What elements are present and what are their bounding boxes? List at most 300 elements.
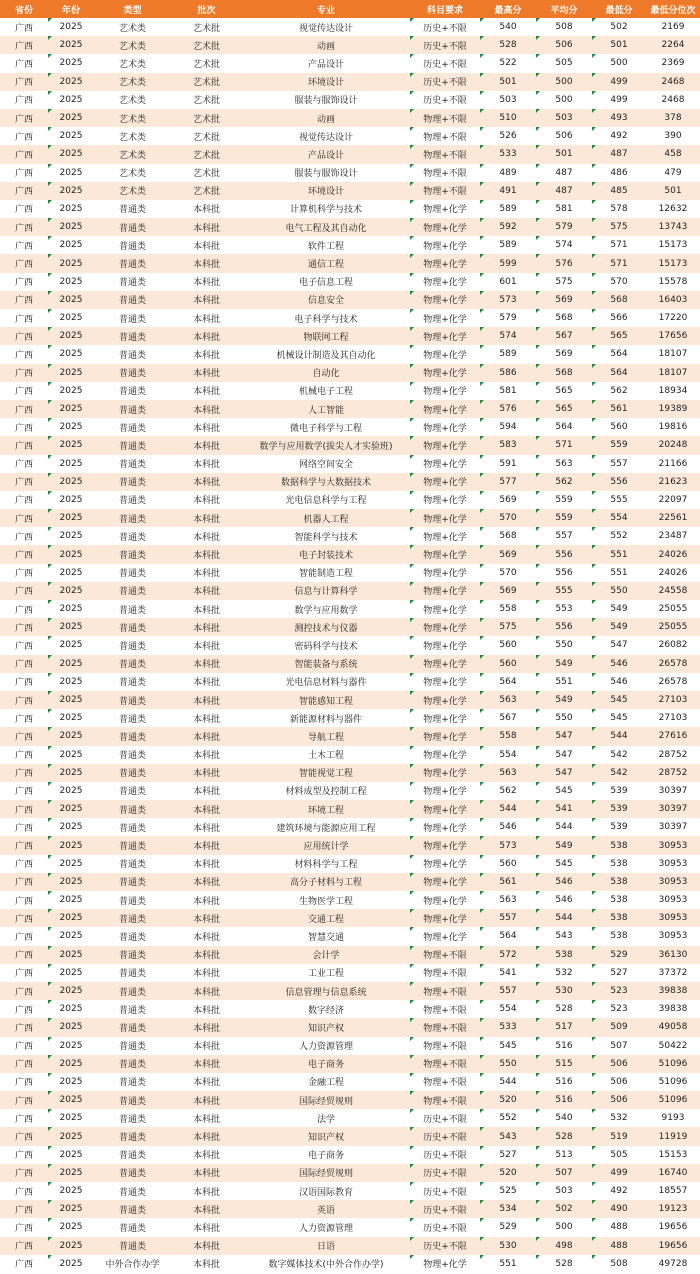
cell-min-score: 546 — [592, 673, 646, 691]
table-row — [0, 1037, 700, 1055]
cell-year: 2025 — [48, 1218, 94, 1236]
cell-subject-requirement: 物理+化学 — [410, 273, 480, 291]
cell-year: 2025 — [48, 1073, 94, 1091]
table-row — [0, 818, 700, 836]
cell-max-score: 552 — [480, 1109, 536, 1127]
table-row — [0, 473, 700, 491]
cell-batch: 艺术批 — [171, 182, 242, 200]
cell-max-score: 530 — [480, 1237, 536, 1255]
cell-avg-score: 546 — [536, 891, 592, 909]
cell-avg-score: 556 — [536, 564, 592, 582]
cell-year: 2025 — [48, 418, 94, 436]
cell-subject-requirement: 历史+不限 — [410, 73, 480, 91]
table-row — [0, 254, 700, 272]
cell-avg-score: 487 — [536, 182, 592, 200]
cell-avg-score: 551 — [536, 673, 592, 691]
cell-subject-requirement: 历史+不限 — [410, 1237, 480, 1255]
cell-major: 汉语国际教育 — [242, 1182, 410, 1200]
cell-province: 广西 — [0, 273, 48, 291]
cell-min-rank: 30953 — [646, 909, 700, 927]
cell-type: 普通类 — [94, 1146, 171, 1164]
cell-province: 广西 — [0, 364, 48, 382]
cell-subject-requirement: 物理+化学 — [410, 545, 480, 563]
cell-year: 2025 — [48, 345, 94, 363]
cell-batch: 本科批 — [171, 836, 242, 854]
cell-type: 普通类 — [94, 436, 171, 454]
cell-year: 2025 — [48, 964, 94, 982]
cell-major: 软件工程 — [242, 236, 410, 254]
cell-type: 普通类 — [94, 1091, 171, 1109]
table-row — [0, 109, 700, 127]
cell-province: 广西 — [0, 746, 48, 764]
header-subject-requirement: 科目要求 — [410, 0, 480, 18]
cell-min-rank: 27103 — [646, 691, 700, 709]
cell-year: 2025 — [48, 800, 94, 818]
cell-subject-requirement: 物理+化学 — [410, 673, 480, 691]
cell-min-score: 571 — [592, 254, 646, 272]
table-row — [0, 564, 700, 582]
cell-province: 广西 — [0, 1164, 48, 1182]
cell-min-score: 506 — [592, 1055, 646, 1073]
cell-batch: 艺术批 — [171, 91, 242, 109]
table-row — [0, 1073, 700, 1091]
cell-major: 金融工程 — [242, 1073, 410, 1091]
cell-avg-score: 569 — [536, 345, 592, 363]
cell-batch: 艺术批 — [171, 18, 242, 36]
cell-type: 普通类 — [94, 1037, 171, 1055]
cell-avg-score: 503 — [536, 109, 592, 127]
cell-year: 2025 — [48, 909, 94, 927]
cell-batch: 本科批 — [171, 564, 242, 582]
cell-min-rank: 25055 — [646, 618, 700, 636]
cell-subject-requirement: 物理+化学 — [410, 873, 480, 891]
table-row — [0, 145, 700, 163]
cell-min-score: 488 — [592, 1218, 646, 1236]
cell-year: 2025 — [48, 946, 94, 964]
cell-avg-score: 500 — [536, 91, 592, 109]
cell-min-rank: 21623 — [646, 473, 700, 491]
cell-subject-requirement: 物理+化学 — [410, 382, 480, 400]
cell-batch: 本科批 — [171, 782, 242, 800]
cell-type: 艺术类 — [94, 109, 171, 127]
cell-province: 广西 — [0, 545, 48, 563]
cell-min-rank: 30953 — [646, 855, 700, 873]
cell-province: 广西 — [0, 946, 48, 964]
cell-max-score: 489 — [480, 164, 536, 182]
cell-max-score: 569 — [480, 545, 536, 563]
cell-major: 智能科学与技术 — [242, 527, 410, 545]
cell-year: 2025 — [48, 982, 94, 1000]
table-row — [0, 364, 700, 382]
cell-batch: 本科批 — [171, 964, 242, 982]
cell-avg-score: 544 — [536, 909, 592, 927]
cell-min-score: 542 — [592, 746, 646, 764]
cell-max-score: 551 — [480, 1255, 536, 1273]
cell-year: 2025 — [48, 509, 94, 527]
cell-subject-requirement: 物理+化学 — [410, 400, 480, 418]
cell-avg-score: 508 — [536, 18, 592, 36]
cell-min-rank: 30953 — [646, 836, 700, 854]
cell-min-rank: 11919 — [646, 1127, 700, 1145]
cell-type: 艺术类 — [94, 182, 171, 200]
cell-year: 2025 — [48, 436, 94, 454]
cell-major: 交通工程 — [242, 909, 410, 927]
cell-avg-score: 557 — [536, 527, 592, 545]
cell-batch: 本科批 — [171, 691, 242, 709]
cell-major: 生物医学工程 — [242, 891, 410, 909]
cell-batch: 本科批 — [171, 418, 242, 436]
cell-min-rank: 30397 — [646, 782, 700, 800]
cell-max-score: 560 — [480, 655, 536, 673]
cell-subject-requirement: 物理+化学 — [410, 636, 480, 654]
cell-min-rank: 13743 — [646, 218, 700, 236]
cell-min-score: 539 — [592, 782, 646, 800]
cell-subject-requirement: 物理+化学 — [410, 218, 480, 236]
cell-batch: 本科批 — [171, 673, 242, 691]
cell-max-score: 581 — [480, 382, 536, 400]
cell-major: 建筑环境与能源应用工程 — [242, 818, 410, 836]
cell-min-score: 562 — [592, 382, 646, 400]
cell-avg-score: 487 — [536, 164, 592, 182]
cell-avg-score: 498 — [536, 1237, 592, 1255]
cell-province: 广西 — [0, 527, 48, 545]
cell-min-score: 538 — [592, 873, 646, 891]
cell-max-score: 545 — [480, 1037, 536, 1055]
cell-type: 普通类 — [94, 1000, 171, 1018]
table-row — [0, 855, 700, 873]
cell-type: 普通类 — [94, 982, 171, 1000]
cell-subject-requirement: 物理+化学 — [410, 291, 480, 309]
cell-max-score: 579 — [480, 309, 536, 327]
cell-major: 信息管理与信息系统 — [242, 982, 410, 1000]
header-max-score: 最高分 — [480, 0, 536, 18]
cell-province: 广西 — [0, 891, 48, 909]
cell-subject-requirement: 物理+不限 — [410, 1055, 480, 1073]
cell-major: 智慧交通 — [242, 927, 410, 945]
cell-province: 广西 — [0, 982, 48, 1000]
cell-batch: 本科批 — [171, 1255, 242, 1273]
cell-avg-score: 500 — [536, 1218, 592, 1236]
cell-subject-requirement: 物理+化学 — [410, 691, 480, 709]
cell-avg-score: 547 — [536, 746, 592, 764]
cell-subject-requirement: 物理+不限 — [410, 1018, 480, 1036]
cell-subject-requirement: 物理+不限 — [410, 127, 480, 145]
cell-type: 普通类 — [94, 909, 171, 927]
cell-min-score: 492 — [592, 127, 646, 145]
cell-max-score: 520 — [480, 1164, 536, 1182]
cell-year: 2025 — [48, 1055, 94, 1073]
cell-max-score: 563 — [480, 764, 536, 782]
cell-type: 普通类 — [94, 927, 171, 945]
cell-min-score: 546 — [592, 655, 646, 673]
cell-subject-requirement: 物理+化学 — [410, 582, 480, 600]
cell-subject-requirement: 物理+不限 — [410, 164, 480, 182]
cell-major: 视觉传达设计 — [242, 127, 410, 145]
cell-type: 普通类 — [94, 836, 171, 854]
cell-year: 2025 — [48, 400, 94, 418]
cell-min-rank: 17656 — [646, 327, 700, 345]
cell-type: 普通类 — [94, 327, 171, 345]
cell-major: 英语 — [242, 1200, 410, 1218]
cell-min-rank: 24558 — [646, 582, 700, 600]
cell-avg-score: 507 — [536, 1164, 592, 1182]
cell-batch: 本科批 — [171, 327, 242, 345]
cell-max-score: 560 — [480, 855, 536, 873]
cell-year: 2025 — [48, 891, 94, 909]
cell-avg-score: 547 — [536, 764, 592, 782]
cell-avg-score: 555 — [536, 582, 592, 600]
cell-year: 2025 — [48, 709, 94, 727]
cell-province: 广西 — [0, 709, 48, 727]
table-row — [0, 91, 700, 109]
table-row — [0, 782, 700, 800]
cell-batch: 艺术批 — [171, 127, 242, 145]
cell-year: 2025 — [48, 200, 94, 218]
cell-subject-requirement: 物理+化学 — [410, 345, 480, 363]
cell-max-score: 525 — [480, 1182, 536, 1200]
cell-province: 广西 — [0, 418, 48, 436]
cell-min-score: 551 — [592, 545, 646, 563]
cell-year: 2025 — [48, 618, 94, 636]
cell-province: 广西 — [0, 1073, 48, 1091]
cell-min-rank: 15153 — [646, 1146, 700, 1164]
cell-batch: 本科批 — [171, 545, 242, 563]
cell-min-score: 485 — [592, 182, 646, 200]
cell-min-rank: 2468 — [646, 73, 700, 91]
cell-type: 普通类 — [94, 1109, 171, 1127]
cell-avg-score: 545 — [536, 782, 592, 800]
cell-year: 2025 — [48, 764, 94, 782]
cell-province: 广西 — [0, 436, 48, 454]
cell-major: 应用统计学 — [242, 836, 410, 854]
cell-major: 信息安全 — [242, 291, 410, 309]
cell-avg-score: 516 — [536, 1037, 592, 1055]
cell-min-score: 557 — [592, 455, 646, 473]
cell-min-rank: 51096 — [646, 1055, 700, 1073]
cell-major: 知识产权 — [242, 1018, 410, 1036]
cell-subject-requirement: 物理+化学 — [410, 764, 480, 782]
cell-min-rank: 24026 — [646, 564, 700, 582]
cell-type: 普通类 — [94, 618, 171, 636]
cell-subject-requirement: 物理+化学 — [410, 527, 480, 545]
cell-max-score: 574 — [480, 327, 536, 345]
cell-batch: 本科批 — [171, 1037, 242, 1055]
cell-avg-score: 528 — [536, 1127, 592, 1145]
cell-province: 广西 — [0, 1237, 48, 1255]
table-row — [0, 836, 700, 854]
cell-major: 通信工程 — [242, 254, 410, 272]
cell-year: 2025 — [48, 527, 94, 545]
cell-subject-requirement: 历史+不限 — [410, 18, 480, 36]
cell-province: 广西 — [0, 818, 48, 836]
cell-subject-requirement: 物理+化学 — [410, 418, 480, 436]
cell-year: 2025 — [48, 127, 94, 145]
cell-major: 电气工程及其自动化 — [242, 218, 410, 236]
cell-type: 艺术类 — [94, 145, 171, 163]
cell-province: 广西 — [0, 1000, 48, 1018]
cell-min-rank: 2264 — [646, 36, 700, 54]
cell-min-score: 539 — [592, 818, 646, 836]
cell-max-score: 503 — [480, 91, 536, 109]
cell-batch: 本科批 — [171, 818, 242, 836]
table-row — [0, 673, 700, 691]
cell-max-score: 558 — [480, 600, 536, 618]
cell-min-score: 502 — [592, 18, 646, 36]
cell-avg-score: 528 — [536, 1000, 592, 1018]
cell-min-rank: 28752 — [646, 746, 700, 764]
cell-batch: 本科批 — [171, 455, 242, 473]
cell-province: 广西 — [0, 836, 48, 854]
cell-max-score: 557 — [480, 909, 536, 927]
cell-major: 高分子材料与工程 — [242, 873, 410, 891]
cell-subject-requirement: 物理+不限 — [410, 182, 480, 200]
cell-year: 2025 — [48, 54, 94, 72]
table-row — [0, 1200, 700, 1218]
cell-province: 广西 — [0, 855, 48, 873]
cell-min-score: 547 — [592, 636, 646, 654]
cell-subject-requirement: 物理+化学 — [410, 855, 480, 873]
cell-min-rank: 12632 — [646, 200, 700, 218]
cell-subject-requirement: 物理+化学 — [410, 818, 480, 836]
cell-year: 2025 — [48, 600, 94, 618]
cell-year: 2025 — [48, 1000, 94, 1018]
cell-min-score: 519 — [592, 1127, 646, 1145]
table-row — [0, 200, 700, 218]
cell-year: 2025 — [48, 673, 94, 691]
cell-province: 广西 — [0, 564, 48, 582]
cell-year: 2025 — [48, 1237, 94, 1255]
cell-major: 智能感知工程 — [242, 691, 410, 709]
cell-type: 普通类 — [94, 345, 171, 363]
cell-province: 广西 — [0, 600, 48, 618]
cell-max-score: 557 — [480, 982, 536, 1000]
cell-min-rank: 458 — [646, 145, 700, 163]
cell-avg-score: 543 — [536, 927, 592, 945]
cell-year: 2025 — [48, 873, 94, 891]
cell-province: 广西 — [0, 509, 48, 527]
cell-min-score: 499 — [592, 91, 646, 109]
cell-min-rank: 19816 — [646, 418, 700, 436]
cell-min-score: 506 — [592, 1073, 646, 1091]
cell-min-rank: 30953 — [646, 873, 700, 891]
cell-province: 广西 — [0, 91, 48, 109]
cell-min-score: 570 — [592, 273, 646, 291]
cell-province: 广西 — [0, 382, 48, 400]
cell-subject-requirement: 物理+不限 — [410, 1037, 480, 1055]
cell-province: 广西 — [0, 1255, 48, 1273]
cell-major: 材料科学与工程 — [242, 855, 410, 873]
cell-major: 信息与计算科学 — [242, 582, 410, 600]
cell-batch: 本科批 — [171, 1055, 242, 1073]
cell-min-rank: 26578 — [646, 655, 700, 673]
cell-batch: 本科批 — [171, 436, 242, 454]
cell-major: 数据科学与大数据技术 — [242, 473, 410, 491]
cell-min-score: 523 — [592, 982, 646, 1000]
cell-avg-score: 501 — [536, 145, 592, 163]
cell-batch: 本科批 — [171, 982, 242, 1000]
cell-min-rank: 501 — [646, 182, 700, 200]
cell-min-rank: 26578 — [646, 673, 700, 691]
cell-subject-requirement: 物理+化学 — [410, 800, 480, 818]
cell-batch: 本科批 — [171, 582, 242, 600]
cell-avg-score: 516 — [536, 1091, 592, 1109]
cell-year: 2025 — [48, 746, 94, 764]
cell-province: 广西 — [0, 636, 48, 654]
table-row — [0, 764, 700, 782]
cell-min-rank: 18934 — [646, 382, 700, 400]
cell-year: 2025 — [48, 73, 94, 91]
cell-batch: 本科批 — [171, 1200, 242, 1218]
cell-province: 广西 — [0, 764, 48, 782]
table-row — [0, 873, 700, 891]
cell-avg-score: 503 — [536, 1182, 592, 1200]
cell-batch: 本科批 — [171, 873, 242, 891]
cell-year: 2025 — [48, 236, 94, 254]
cell-avg-score: 563 — [536, 455, 592, 473]
cell-province: 广西 — [0, 909, 48, 927]
table-row — [0, 36, 700, 54]
table-row — [0, 1018, 700, 1036]
cell-type: 普通类 — [94, 600, 171, 618]
cell-max-score: 589 — [480, 345, 536, 363]
cell-min-score: 523 — [592, 1000, 646, 1018]
table-row — [0, 73, 700, 91]
cell-min-score: 549 — [592, 600, 646, 618]
cell-year: 2025 — [48, 491, 94, 509]
cell-year: 2025 — [48, 254, 94, 272]
cell-batch: 本科批 — [171, 891, 242, 909]
table-row — [0, 182, 700, 200]
cell-batch: 本科批 — [171, 509, 242, 527]
cell-major: 国际经贸规则 — [242, 1091, 410, 1109]
cell-max-score: 572 — [480, 946, 536, 964]
cell-major: 导航工程 — [242, 727, 410, 745]
cell-major: 测控技术与仪器 — [242, 618, 410, 636]
cell-year: 2025 — [48, 782, 94, 800]
cell-avg-score: 505 — [536, 54, 592, 72]
cell-max-score: 583 — [480, 436, 536, 454]
cell-min-score: 509 — [592, 1018, 646, 1036]
cell-avg-score: 502 — [536, 1200, 592, 1218]
cell-major: 电子商务 — [242, 1055, 410, 1073]
cell-max-score: 534 — [480, 1200, 536, 1218]
cell-min-score: 532 — [592, 1109, 646, 1127]
cell-min-rank: 18107 — [646, 345, 700, 363]
cell-type: 普通类 — [94, 782, 171, 800]
cell-avg-score: 549 — [536, 691, 592, 709]
table-row — [0, 655, 700, 673]
cell-min-score: 487 — [592, 145, 646, 163]
cell-avg-score: 544 — [536, 818, 592, 836]
cell-type: 普通类 — [94, 254, 171, 272]
cell-min-rank: 19123 — [646, 1200, 700, 1218]
table-row — [0, 455, 700, 473]
cell-province: 广西 — [0, 182, 48, 200]
cell-max-score: 601 — [480, 273, 536, 291]
cell-avg-score: 538 — [536, 946, 592, 964]
cell-avg-score: 541 — [536, 800, 592, 818]
cell-min-score: 539 — [592, 800, 646, 818]
table-row — [0, 636, 700, 654]
cell-max-score: 510 — [480, 109, 536, 127]
cell-min-score: 561 — [592, 400, 646, 418]
cell-year: 2025 — [48, 364, 94, 382]
cell-subject-requirement: 物理+化学 — [410, 564, 480, 582]
cell-year: 2025 — [48, 273, 94, 291]
cell-min-score: 565 — [592, 327, 646, 345]
cell-type: 普通类 — [94, 527, 171, 545]
cell-major: 智能装备与系统 — [242, 655, 410, 673]
